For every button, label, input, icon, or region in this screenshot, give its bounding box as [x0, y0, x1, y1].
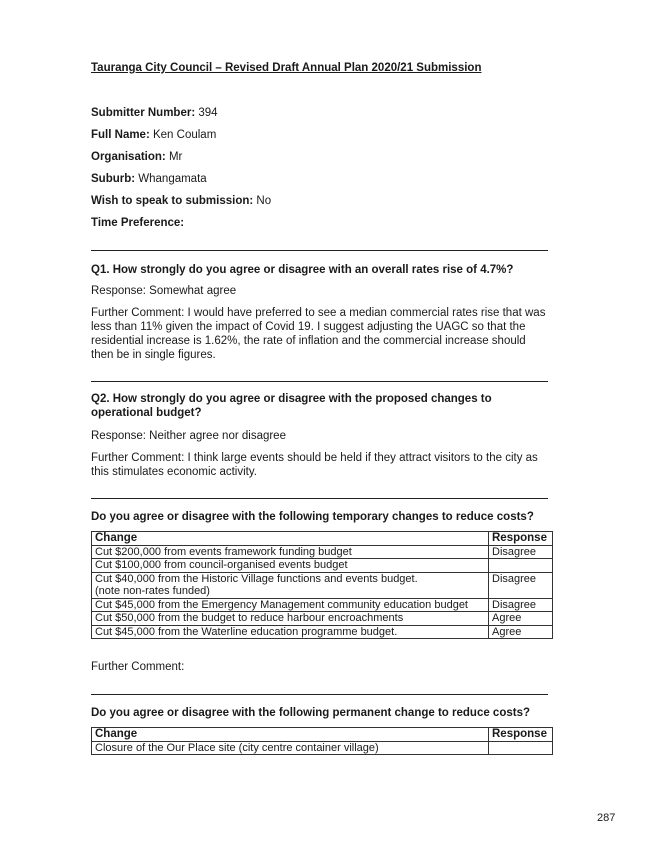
- table-row: [92, 741, 553, 755]
- change-cell: Cut $45,000 from the Emergency Management community education budget: [92, 598, 489, 612]
- field-label: Time Preference:: [91, 217, 185, 229]
- header-change: Change: [92, 532, 489, 546]
- wish-to-speak-field: [91, 195, 271, 207]
- temp-changes-table: [91, 531, 553, 639]
- change-cell: Closure of the Our Place site (city centre container village): [92, 741, 489, 755]
- change-cell: Cut $100,000 from council-organised events budget: [92, 559, 489, 573]
- change-note: (note non-rates funded): [95, 585, 210, 597]
- change-cell: Cut $50,000 from the budget to reduce harbour encroachments: [92, 612, 489, 626]
- header-change: Change: [92, 728, 489, 742]
- document-title: Tauranga City Council – Revised Draft Annual Plan 2020/21 Submission: [91, 62, 482, 74]
- perm-change-question: Do you agree or disagree with the following permanent change to reduce costs?: [91, 707, 530, 719]
- change-text: Cut $40,000 from the Historic Village functions and events budget.: [95, 572, 418, 585]
- header-response: Response: [489, 728, 553, 742]
- q1-response: Response: Somewhat agree: [91, 285, 237, 297]
- organisation-field: [91, 151, 182, 163]
- field-value: Mr: [165, 151, 183, 163]
- change-cell: Cut $45,000 from the Waterline education programme budget.: [92, 625, 489, 639]
- response-cell: [489, 741, 553, 755]
- table-header-row: [92, 532, 553, 546]
- response-cell: [489, 559, 553, 573]
- temp-further-comment: Further Comment:: [91, 661, 185, 673]
- header-response: Response: [489, 532, 553, 546]
- divider: [91, 694, 548, 695]
- page-number: 287: [597, 812, 616, 824]
- change-cell: [92, 572, 489, 598]
- suburb-field: [91, 173, 207, 185]
- table-row: [92, 572, 553, 598]
- table-row: [92, 612, 553, 626]
- change-cell: Cut $200,000 from events framework funding budget: [92, 545, 489, 559]
- table-row: [92, 559, 553, 573]
- q2-response: Response: Neither agree nor disagree: [91, 430, 286, 442]
- perm-change-table: [91, 727, 553, 755]
- temp-changes-question: Do you agree or disagree with the following temporary changes to reduce costs?: [91, 511, 534, 523]
- q2-comment: Further Comment: I think large events should be held if they attract visitors to the city as this stimulates economic activity.: [91, 452, 538, 478]
- field-label: Organisation:: [91, 151, 166, 163]
- field-label: Wish to speak to submission:: [91, 195, 254, 207]
- field-value: Whangamata: [135, 173, 207, 185]
- field-label: Suburb:: [91, 173, 136, 185]
- q1-comment: Further Comment: I would have preferred to see a median commercial rates rise that was less than 11% given the impact of Covid 19. I suggest adjusting the UAGC so that the residential increase is 1.62%, the rate of inflation and the commercial increase should then be in single figures.: [91, 307, 546, 361]
- field-label: Full Name:: [91, 129, 150, 141]
- q1-question: Q1. How strongly do you agree or disagree with an overall rates rise of 4.7%?: [91, 264, 514, 276]
- table-row: [92, 545, 553, 559]
- response-cell: Disagree: [489, 545, 553, 559]
- q2-question: Q2. How strongly do you agree or disagree with the proposed changes to operational budget?: [91, 393, 492, 419]
- field-value: No: [253, 195, 272, 207]
- submitter-number-field: [91, 107, 218, 119]
- table-header-row: [92, 728, 553, 742]
- response-cell: Disagree: [489, 572, 553, 598]
- full-name-field: [91, 129, 216, 141]
- table-row: [92, 625, 553, 639]
- time-preference-field: [91, 217, 184, 229]
- response-cell: Disagree: [489, 598, 553, 612]
- divider: [91, 381, 548, 382]
- field-value: 394: [195, 107, 218, 119]
- table-row: [92, 598, 553, 612]
- response-cell: Agree: [489, 612, 553, 626]
- field-label: Submitter Number:: [91, 107, 196, 119]
- divider: [91, 498, 548, 499]
- divider: [91, 250, 548, 251]
- field-value: Ken Coulam: [149, 129, 217, 141]
- response-cell: Agree: [489, 625, 553, 639]
